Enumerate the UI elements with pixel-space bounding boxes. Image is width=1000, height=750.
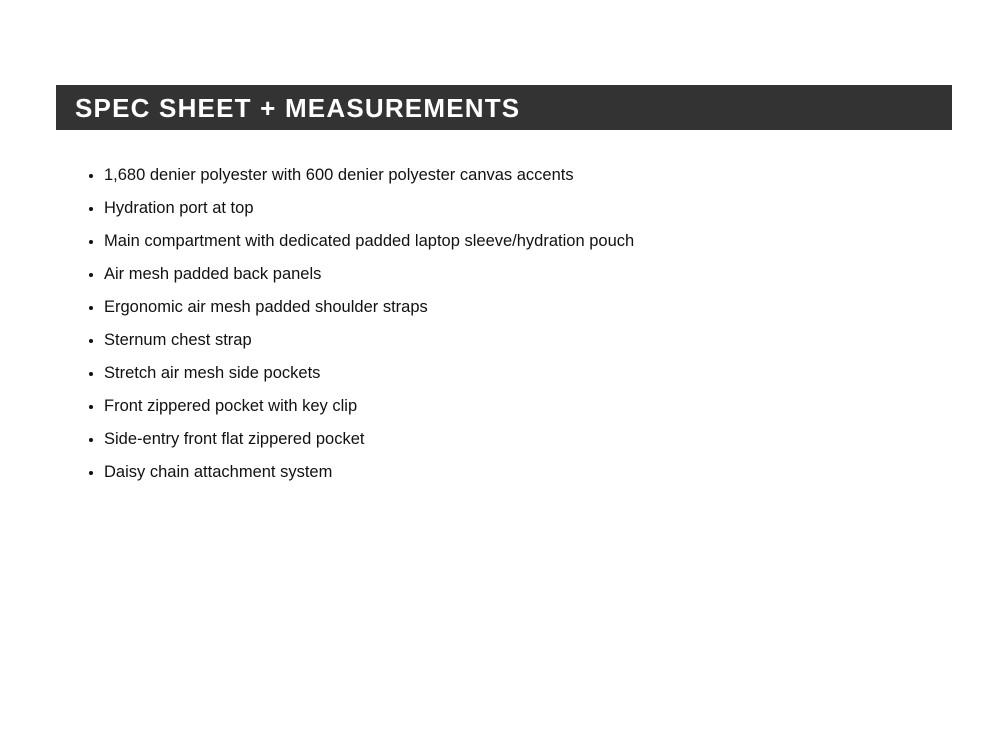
spec-item [56, 456, 952, 489]
spec-item-label: Sternum chest strap [104, 331, 252, 349]
spec-item [56, 159, 952, 192]
bullet-icon [89, 438, 93, 442]
spec-item [56, 357, 952, 390]
spec-list [56, 159, 952, 489]
spec-item-label: Stretch air mesh side pockets [104, 364, 321, 382]
spec-item-label: Daisy chain attachment system [104, 463, 333, 481]
spec-item-label: Side-entry front flat zippered pocket [104, 430, 365, 448]
bullet-icon [89, 372, 93, 376]
bullet-icon [89, 306, 93, 310]
spec-item-label: Air mesh padded back panels [104, 265, 322, 283]
spec-item [56, 423, 952, 456]
section-title: SPEC SHEET + MEASUREMENTS [75, 93, 521, 123]
bullet-icon [89, 207, 93, 211]
bullet-icon [89, 240, 93, 244]
bullet-icon [89, 405, 93, 409]
spec-item-label: Ergonomic air mesh padded shoulder straps [104, 298, 428, 316]
spec-item-label: Hydration port at top [104, 199, 254, 217]
bullet-icon [89, 339, 93, 343]
section-header [56, 85, 952, 130]
spec-item [56, 225, 952, 258]
bullet-icon [89, 273, 93, 277]
spec-item [56, 390, 952, 423]
bullet-icon [89, 471, 93, 475]
spec-item [56, 324, 952, 357]
spec-item [56, 192, 952, 225]
spec-item [56, 291, 952, 324]
spec-item-label: Main compartment with dedicated padded laptop sleeve/hydration pouch [104, 232, 635, 250]
bullet-icon [89, 174, 93, 178]
spec-item-label: Front zippered pocket with key clip [104, 397, 358, 415]
spec-item-label: 1,680 denier polyester with 600 denier polyester canvas accents [104, 166, 574, 184]
spec-item [56, 258, 952, 291]
